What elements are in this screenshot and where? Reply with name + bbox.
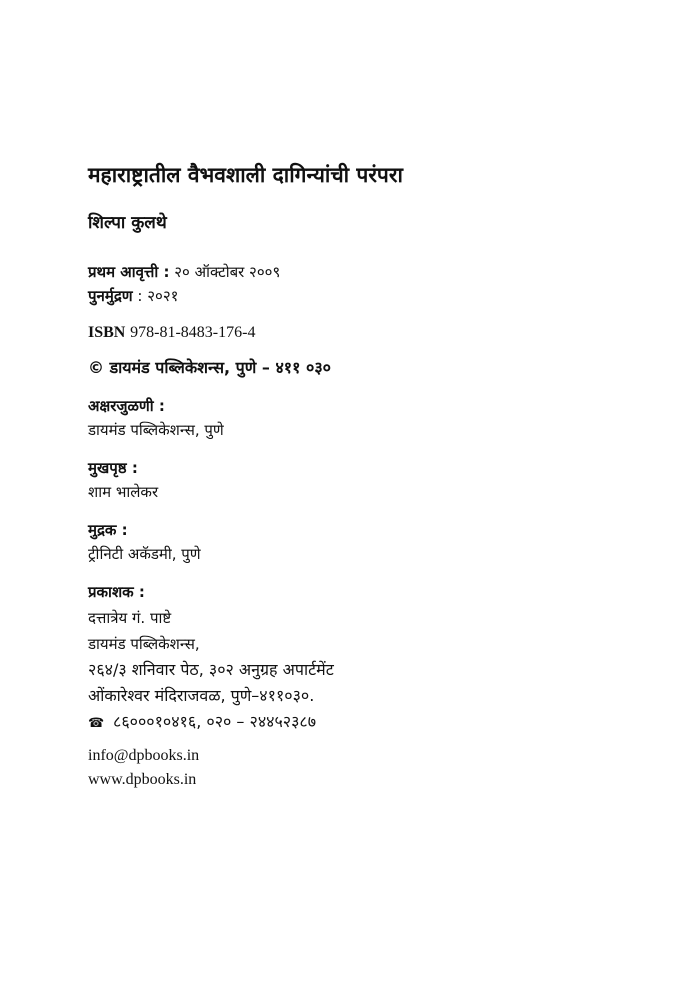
imprint-page <box>88 158 648 792</box>
cover-label: मुखपृष्ठ : <box>88 459 138 477</box>
publisher-address-2: ओंकारेश्वर मंदिराजवळ, पुणे–४११०३०. <box>88 686 315 705</box>
typesetting-label: अक्षरजुळणी : <box>88 397 165 415</box>
copyright-line: © डायमंड पब्लिकेशन्स, पुणे – ४११ ०३० <box>88 358 331 377</box>
printer-label: मुद्रक : <box>88 521 128 539</box>
book-author: शिल्पा कुलथे <box>88 213 167 233</box>
publisher-label: प्रकाशक : <box>88 583 145 601</box>
isbn-value: 978-81-8483-176-4 <box>130 324 256 341</box>
first-edition <box>88 260 648 284</box>
publisher-company: डायमंड पब्लिकेशन्स, <box>88 635 200 653</box>
book-title: महाराष्ट्रातील वैभवशाली दागिन्यांची परंपरा <box>88 163 403 187</box>
cover-value: शाम भालेकर <box>88 483 159 501</box>
publisher-name: दत्तात्रेय गं. पाष्टे <box>88 609 172 627</box>
isbn-line <box>88 320 648 344</box>
publisher-phone <box>88 710 648 734</box>
publisher-email[interactable]: info@dpbooks.in <box>88 747 200 764</box>
first-edition-date: २० ऑक्टोबर २००९ <box>174 263 281 281</box>
reprint <box>88 284 648 308</box>
reprint-year: : २०२१ <box>137 287 179 305</box>
typesetting-value: डायमंड पब्लिकेशन्स, पुणे <box>88 421 224 439</box>
isbn-label: ISBN <box>88 324 126 341</box>
printer-value: ट्रीनिटी अकॅडमी, पुणे <box>88 545 201 563</box>
phone-numbers: ८६०००१०४१६, ०२० – २४४५२३८७ <box>113 712 317 731</box>
publisher-website[interactable]: www.dpbooks.in <box>88 771 197 788</box>
reprint-label: पुनर्मुद्रण <box>88 287 133 305</box>
first-edition-label: प्रथम आवृत्ती : <box>88 263 170 281</box>
telephone-icon: ☎ <box>88 716 105 731</box>
publisher-address-1: २६४/३ शनिवार पेठ, ३०२ अनुग्रह अपार्टमेंट <box>88 660 334 679</box>
